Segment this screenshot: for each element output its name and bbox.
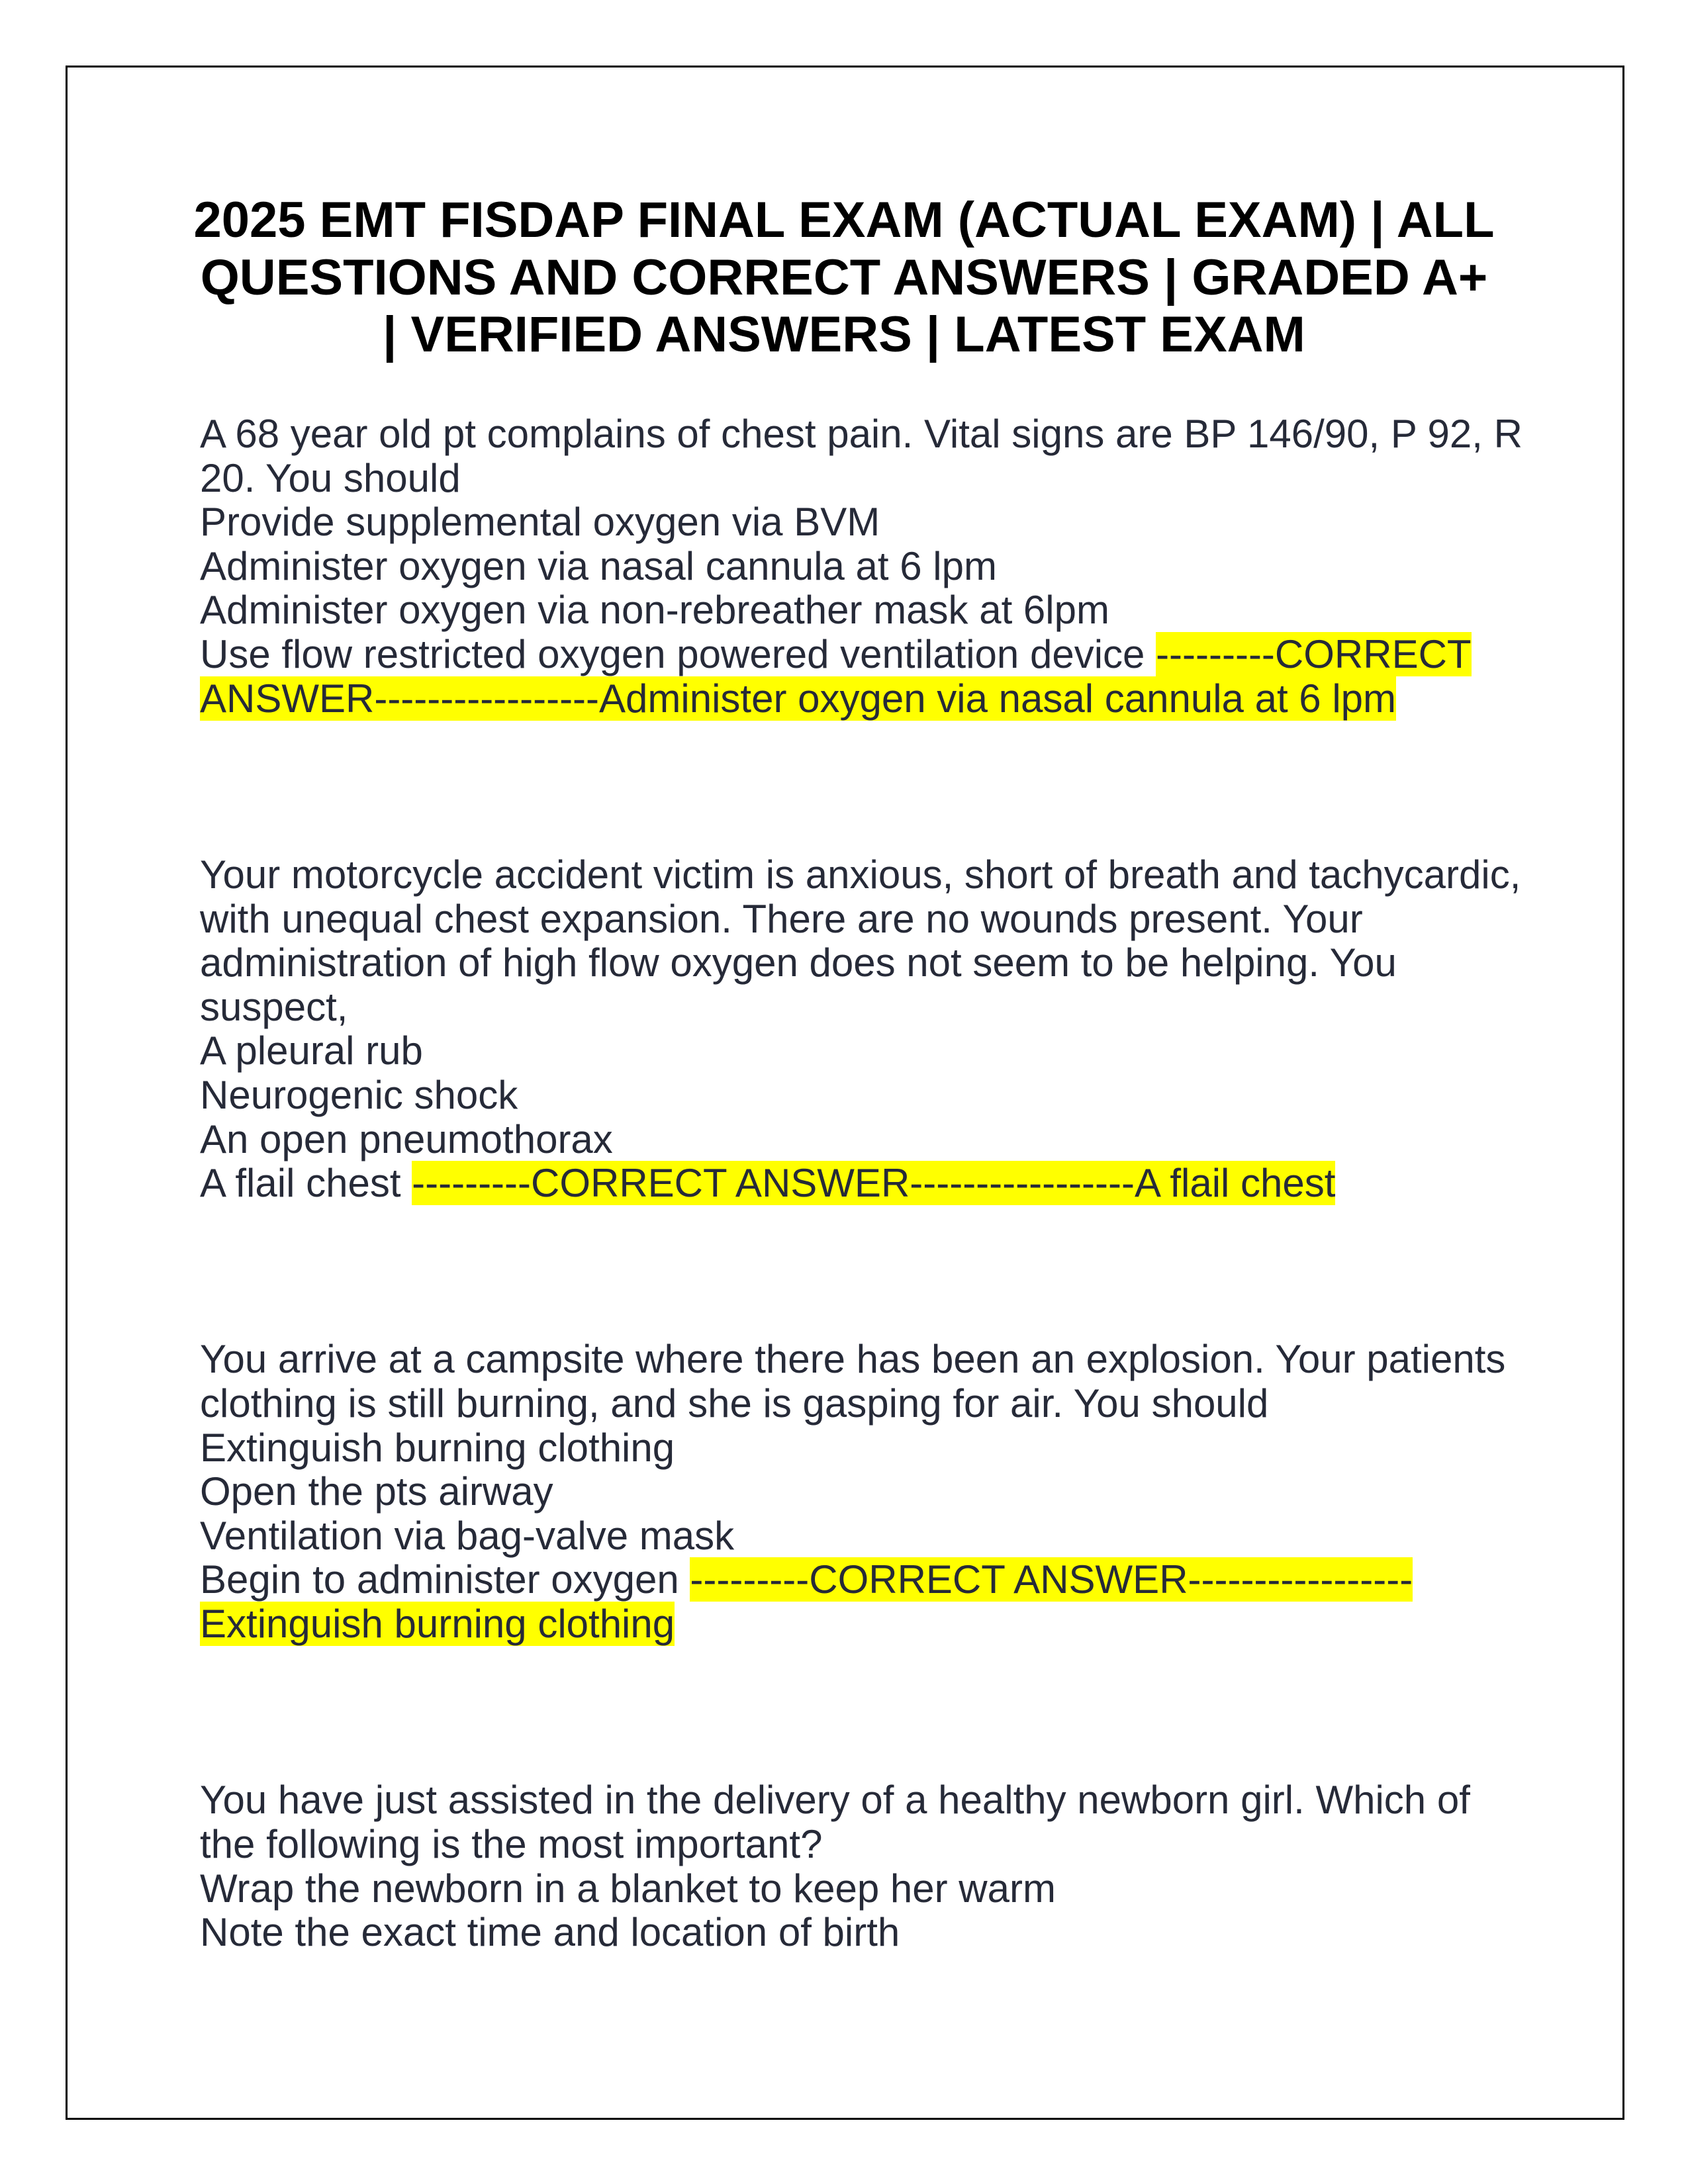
question-stem: clothing is still burning, and she is gasping for air. You should — [200, 1381, 1269, 1426]
question-stem: A 68 year old pt complains of chest pain. Vital signs are BP 146/90, P 92, R — [200, 412, 1523, 456]
answer-option: Neurogenic shock — [200, 1072, 518, 1117]
document-title — [99, 192, 1589, 364]
document-body — [200, 412, 1590, 1955]
title-line: QUESTIONS AND CORRECT ANSWERS | GRADED A+ — [200, 249, 1488, 306]
answer-option-with-answer — [200, 633, 1590, 677]
question-1 — [200, 412, 1590, 721]
answer-option: Ventilation via bag-valve mask — [200, 1513, 735, 1558]
answer-option: Extinguish burning clothing — [200, 1425, 675, 1470]
question-stem: with unequal chest expansion. There are no wounds present. Your — [200, 896, 1363, 941]
answer-option: Administer oxygen via non-rebreather mask at 6lpm — [200, 588, 1109, 633]
answer-option: Note the exact time and location of birth — [200, 1910, 900, 1955]
answer-option: A pleural rub — [200, 1028, 423, 1073]
correct-answer-highlight: ANSWER-----------------Administer oxygen via nasal cannula at 6 lpm — [200, 676, 1397, 721]
answer-option: Administer oxygen via nasal cannula at 6 lpm — [200, 543, 997, 588]
spacer — [200, 1206, 1590, 1250]
correct-answer-highlight: Extinguish burning clothing — [200, 1602, 675, 1647]
answer-option: An open pneumothorax — [200, 1116, 613, 1161]
answer-option: Begin to administer oxygen — [200, 1557, 679, 1602]
spacer — [200, 1250, 1590, 1294]
question-stem: You arrive at a campsite where there has been an explosion. Your patients — [200, 1337, 1506, 1382]
question-stem: You have just assisted in the delivery of a healthy newborn girl. Which of — [200, 1778, 1470, 1823]
correct-answer-line — [200, 677, 1590, 721]
title-line: 2025 EMT FISDAP FINAL EXAM (ACTUAL EXAM) | ALL — [193, 192, 1495, 248]
question-2 — [200, 853, 1590, 1206]
question-3 — [200, 1338, 1590, 1646]
question-stem: 20. You should — [200, 455, 461, 500]
spacer — [200, 765, 1590, 809]
correct-answer-highlight: ---------CORRECT — [1156, 631, 1472, 676]
correct-answer-highlight: ---------CORRECT ANSWER----------------- — [690, 1557, 1413, 1602]
spacer — [200, 1294, 1590, 1338]
spacer — [200, 1735, 1590, 1779]
spacer — [200, 1647, 1590, 1691]
spacer — [200, 721, 1590, 765]
answer-option: Wrap the newborn in a blanket to keep her warm — [200, 1866, 1056, 1911]
answer-option: A flail chest — [200, 1161, 401, 1206]
answer-option-with-answer — [200, 1161, 1590, 1206]
answer-option: Provide supplemental oxygen via BVM — [200, 500, 880, 545]
question-stem: Your motorcycle accident victim is anxious, short of breath and tachycardic, — [200, 852, 1521, 897]
question-stem: suspect, — [200, 984, 348, 1029]
correct-answer-highlight: ---------CORRECT ANSWER-----------------A flail chest — [412, 1161, 1336, 1206]
question-stem: the following is the most important? — [200, 1822, 823, 1866]
answer-option-with-answer — [200, 1558, 1590, 1602]
question-stem: administration of high flow oxygen does not seem to be helping. You — [200, 940, 1397, 985]
title-line: | VERIFIED ANSWERS | LATEST EXAM — [383, 306, 1305, 363]
answer-option: Use flow restricted oxygen powered ventilation device — [200, 631, 1145, 676]
spacer — [200, 809, 1590, 853]
question-4 — [200, 1778, 1590, 1954]
answer-option: Open the pts airway — [200, 1469, 553, 1514]
correct-answer-line — [200, 1602, 1590, 1647]
spacer — [200, 1690, 1590, 1735]
